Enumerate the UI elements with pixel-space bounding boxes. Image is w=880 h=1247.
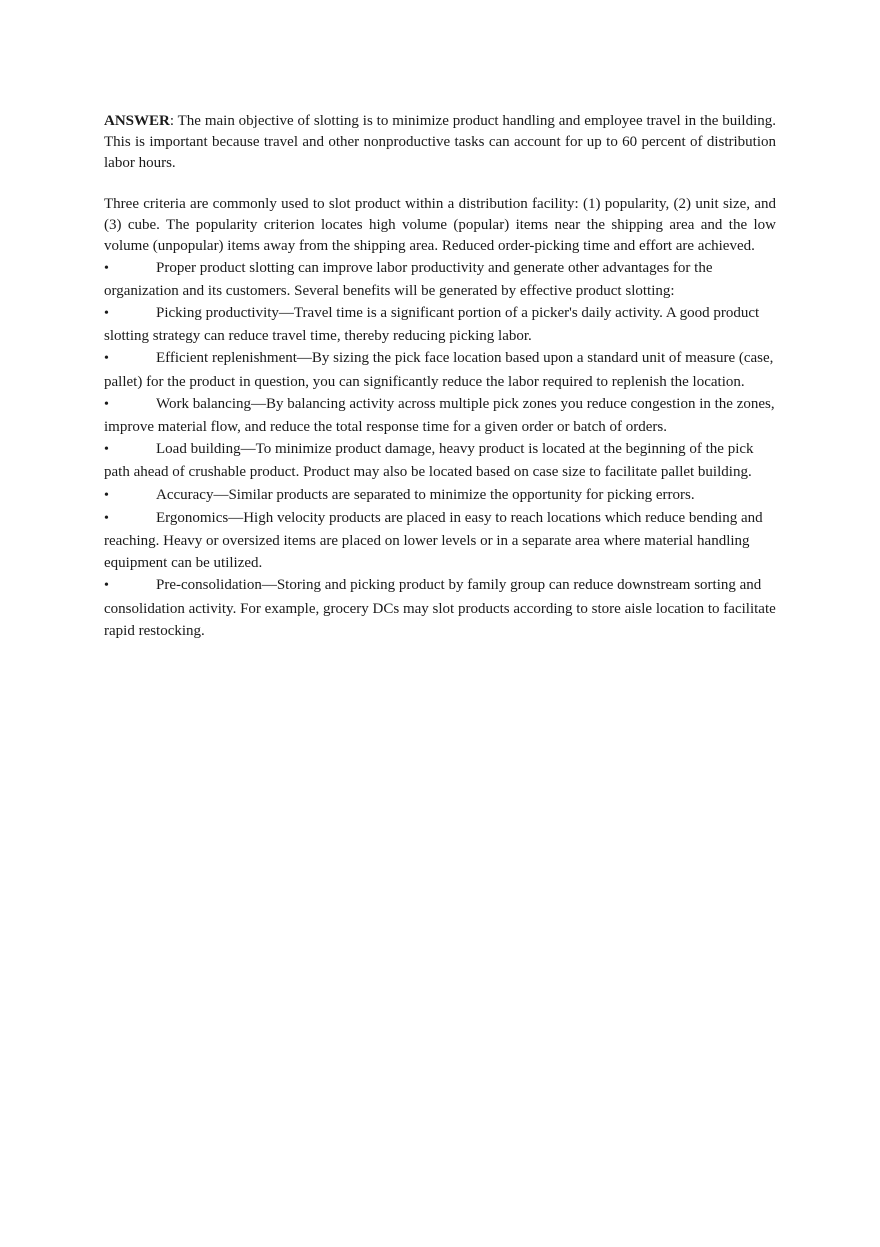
bullet-icon: • — [104, 487, 109, 503]
bullet-item-picking-productivity — [104, 302, 776, 347]
bullet-item-ergonomics — [104, 507, 776, 575]
bullet-item-intro — [104, 257, 776, 302]
bullet-text: Picking productivity—Travel time is a significant portion of a picker's daily activity. A good product slotting strategy can reduce travel time, thereby reducing picking labor. — [104, 304, 760, 345]
bullet-item-load-building — [104, 438, 776, 483]
bullet-icon: • — [104, 305, 109, 321]
bullet-icon: • — [104, 510, 109, 526]
bullet-text: Pre-consolidation—Storing and picking product by family group can reduce downstream sorting and consolidation activity. For example, grocery DCs may slot products according to store aisle location to facilitate rapid restocking. — [104, 577, 776, 639]
bullet-text: Proper product slotting can improve labor productivity and generate other advantages for the organization and its customers. Several benefits will be generated by effective product slotting: — [104, 259, 713, 299]
bullet-icon: • — [104, 442, 109, 458]
criteria-paragraph: Three criteria are commonly used to slot product within a distribution facility: (1) popularity, (2) unit size, and (3) cube. The popularity criterion locates high volume (popular) items near the shipping area and the low volume (unpopular) items away from the shipping area. Reduced order-picking time and effort are achieved. — [104, 196, 776, 254]
bullet-item-efficient-replenishment — [104, 347, 776, 392]
answer-paragraph — [104, 111, 776, 173]
bullet-item-work-balancing — [104, 393, 776, 438]
bullet-icon: • — [104, 351, 109, 367]
document-body — [104, 111, 776, 642]
answer-label: ANSWER — [104, 113, 170, 129]
bullet-icon: • — [104, 396, 109, 412]
answer-text: : The main objective of slotting is to minimize product handling and employee travel in the building. This is important because travel and other nonproductive tasks can account for up to 60 percent of distribution labor hours. — [104, 113, 776, 171]
bullet-item-pre-consolidation — [104, 574, 776, 642]
bullet-icon: • — [104, 260, 109, 276]
paragraph-spacer — [104, 173, 776, 194]
bullet-text: Load building—To minimize product damage, heavy product is located at the beginning of the pick path ahead of crushable product. Product may also be located based on case size to facilitate pallet building. — [104, 441, 754, 481]
bullet-text: Accuracy—Similar products are separated to minimize the opportunity for picking errors. — [156, 486, 695, 503]
bullet-text: Efficient replenishment—By sizing the pick face location based upon a standard unit of measure (case, pallet) for the product in question, you can significantly reduce the labor required to replenish the location. — [104, 350, 774, 390]
bullet-item-accuracy — [104, 484, 776, 507]
bullet-text: Work balancing—By balancing activity across multiple pick zones you reduce congestion in the zones, improve material flow, and reduce the total response time for a given order or batch of orders. — [104, 395, 775, 435]
bullet-icon: • — [104, 578, 109, 594]
bullet-text: Ergonomics—High velocity products are placed in easy to reach locations which reduce bending and reaching. Heavy or oversized items are placed on lower levels or in a separate area where material handling equipment can be utilized. — [104, 509, 763, 572]
